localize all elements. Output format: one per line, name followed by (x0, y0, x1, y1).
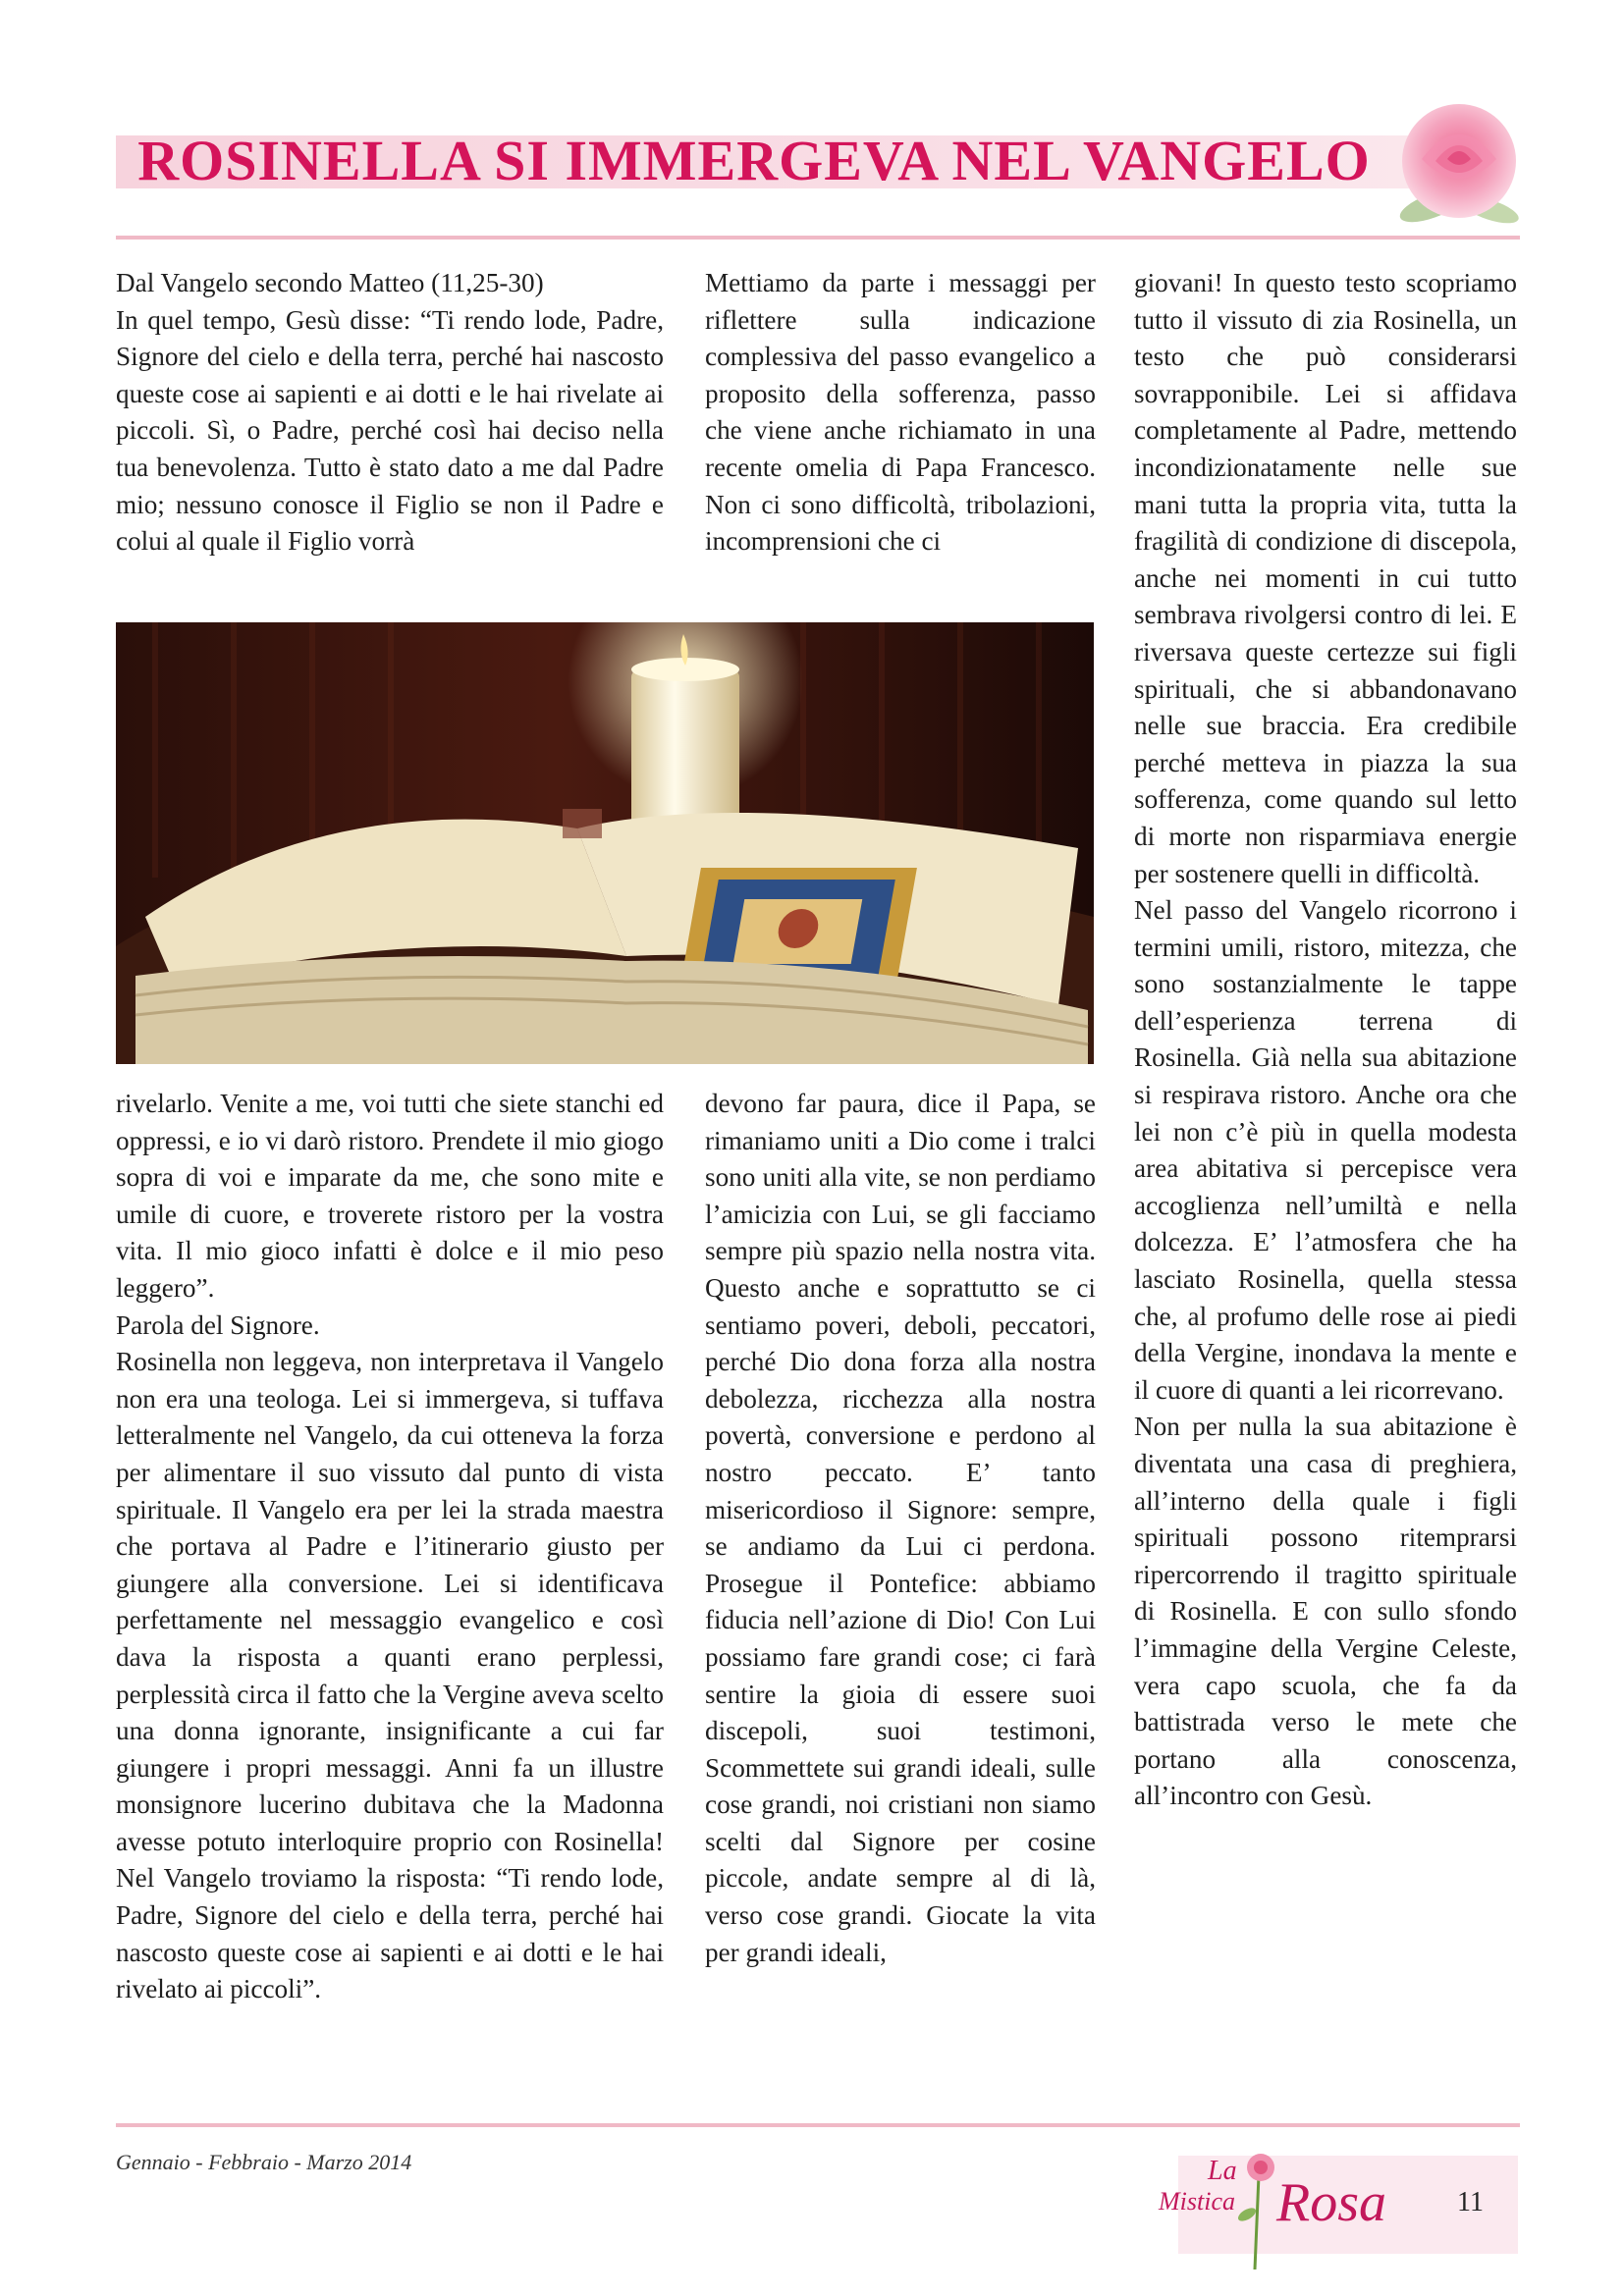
paragraph: devono far paura, dice il Papa, se rimaniamo uniti a Dio come i tralci sono uniti alla vite, se non perdiamo l’amicizia con Lui, se gli facciamo sempre più spazio nella nostra vita. Questo anche e soprattutto se ci sentiamo poveri, deboli, peccatori, perché Dio dona forza alla nostra debolezza, ricchezza alla nostra povertà, conversione e perdono al nostro peccato. E’ tanto misericordioso il Signore: sempre, se andiamo da Lui ci perdona. Prosegue il Pontefice: abbiamo fiducia nell’azione di Dio! Con Lui possiamo fare grandi cose; ci farà sentire la gioia di essere suoi discepoli, suoi testimoni, Scommettete sui grandi ideali, sulle cose grandi, noi cristiani non siamo scelti dal Signore per cosine piccole, andate sempre al di là, verso cose grandi. Giocate la vita per grandi ideali, (705, 1089, 1096, 1967)
paragraph: Parola del Signore. (116, 1309, 320, 1340)
paragraph: Nel passo del Vangelo ricorrono i termini umili, ristoro, mitezza, che sono sostanzialmente le tappe dell’esperienza terrena di Rosinella. Già nella sua abitazione si respirava ristoro. Anche ora che lei non c’è più in quella modesta area abitativa si percepisce vera accoglienza nell’umiltà e nella dolcezza. E’ l’atmosfera che ha lasciato Rosinella, quella stessa che, al profumo delle rose ai piedi della Vergine, inondava la mente e il cuore di quanti a lei ricorrevano. (1134, 895, 1517, 1405)
paragraph: Dal Vangelo secondo Matteo (11,25-30) (116, 268, 544, 297)
issue-date: Gennaio - Febbraio - Marzo 2014 (116, 2150, 412, 2174)
open-book-candle-photo (116, 622, 1094, 1064)
top-rule (116, 236, 1520, 240)
paragraph: Mettiamo da parte i messaggi per riflettere sulla indicazione complessiva del passo evangelico a proposito della sofferenza, passo che viene anche richiamato in una recente omelia di Papa Francesco. Non ci sono difficoltà, tribolazioni, incomprensioni che ci (705, 268, 1096, 557)
page-number: 11 (1457, 2187, 1484, 2217)
logo-la: La (1208, 2156, 1237, 2186)
logo-mistica: Mistica (1159, 2187, 1235, 2216)
rose-icon (1373, 90, 1540, 238)
logo-rosa: Rosa (1276, 2172, 1386, 2233)
paragraph: rivelarlo. Venite a me, voi tutti che siete stanchi ed oppressi, e io vi darò ristoro. Prendete il mio giogo sopra di voi e imparate da me, che sono mite e umile di cuore, e troverete ristoro per la vostra vita. Il mio gioco infatti è dolce e il mio peso leggero”. (116, 1089, 664, 1303)
column-2-bottom (705, 1086, 1096, 1971)
bottom-rule (116, 2123, 1520, 2127)
paragraph: giovani! In questo testo scopriamo tutto il vissuto di zia Rosinella, un testo che può considerarsi sovrapponibile. Lei si affidava completamente al Padre, mettendo incondizionatamente nelle sue mani tutta la propria vita, tutta la fragilità di condizione di discepola, anche nei momenti in cui tutto sembrava rivolgersi contro di lei. E riversava queste certezze sui figli spirituali, che si abbandonavano nelle sue braccia. Era credibile perché metteva in piazza la sua sofferenza, come quando sul letto di morte non risparmiava energie per sostenere quelli in difficoltà. (1134, 268, 1517, 888)
page-title: ROSINELLA SI IMMERGEVA NEL VANGELO (137, 129, 1371, 192)
column-3 (1134, 265, 1517, 1815)
paragraph: In quel tempo, Gesù disse: “Ti rendo lode, Padre, Signore del cielo e della terra, perché hai nascosto queste cose ai sapienti e ai dotti e le hai rivelate ai piccoli. Sì, o Padre, perché così hai deciso nella tua benevolenza. Tutto è stato dato a me dal Padre mio; nessuno conosce il Figlio se non il Padre e colui al quale il Figlio vorrà (116, 304, 664, 557)
column-1-bottom (116, 1086, 664, 2008)
column-2-top (705, 265, 1096, 561)
paragraph: Non per nulla la sua abitazione è diventata una casa di preghiera, all’interno della quale i figli spirituali possono ritemprarsi ripercorrendo il tragitto spirituale di Rosinella. E con sullo sfondo l’immagine della Vergine Celeste, vera capo scuola, che fa da battistrada verso le mete che portano alla conoscenza, all’incontro con Gesù. (1134, 1412, 1517, 1811)
paragraph: Rosinella non leggeva, non interpretava il Vangelo non era una teologa. Lei si immergeva, si tuffava letteralmente nel Vangelo, da cui otteneva la forza per alimentare il suo vissuto dal punto di vista spirituale. Il Vangelo era per lei la strada maestra che portava al Padre e l’itinerario giusto per giungere alla conversione. Lei si identificava perfettamente nel messaggio evangelico e così dava la risposta a quanti erano perplessi, perplessità circa il fatto che la Vergine aveva scelto una donna ignorante, insignificante a cui far giungere i propri messaggi. Anni fa un illustre monsignore lucerino dubitava che la Madonna avesse potuto interloquire proprio con Rosinella! Nel Vangelo troviamo la risposta: “Ti rendo lode, Padre, Signore del cielo e della terra, perché hai nascosto queste cose ai sapienti e ai dotti e le hai rivelato ai piccoli”. (116, 1347, 664, 2004)
column-1-top (116, 265, 664, 561)
